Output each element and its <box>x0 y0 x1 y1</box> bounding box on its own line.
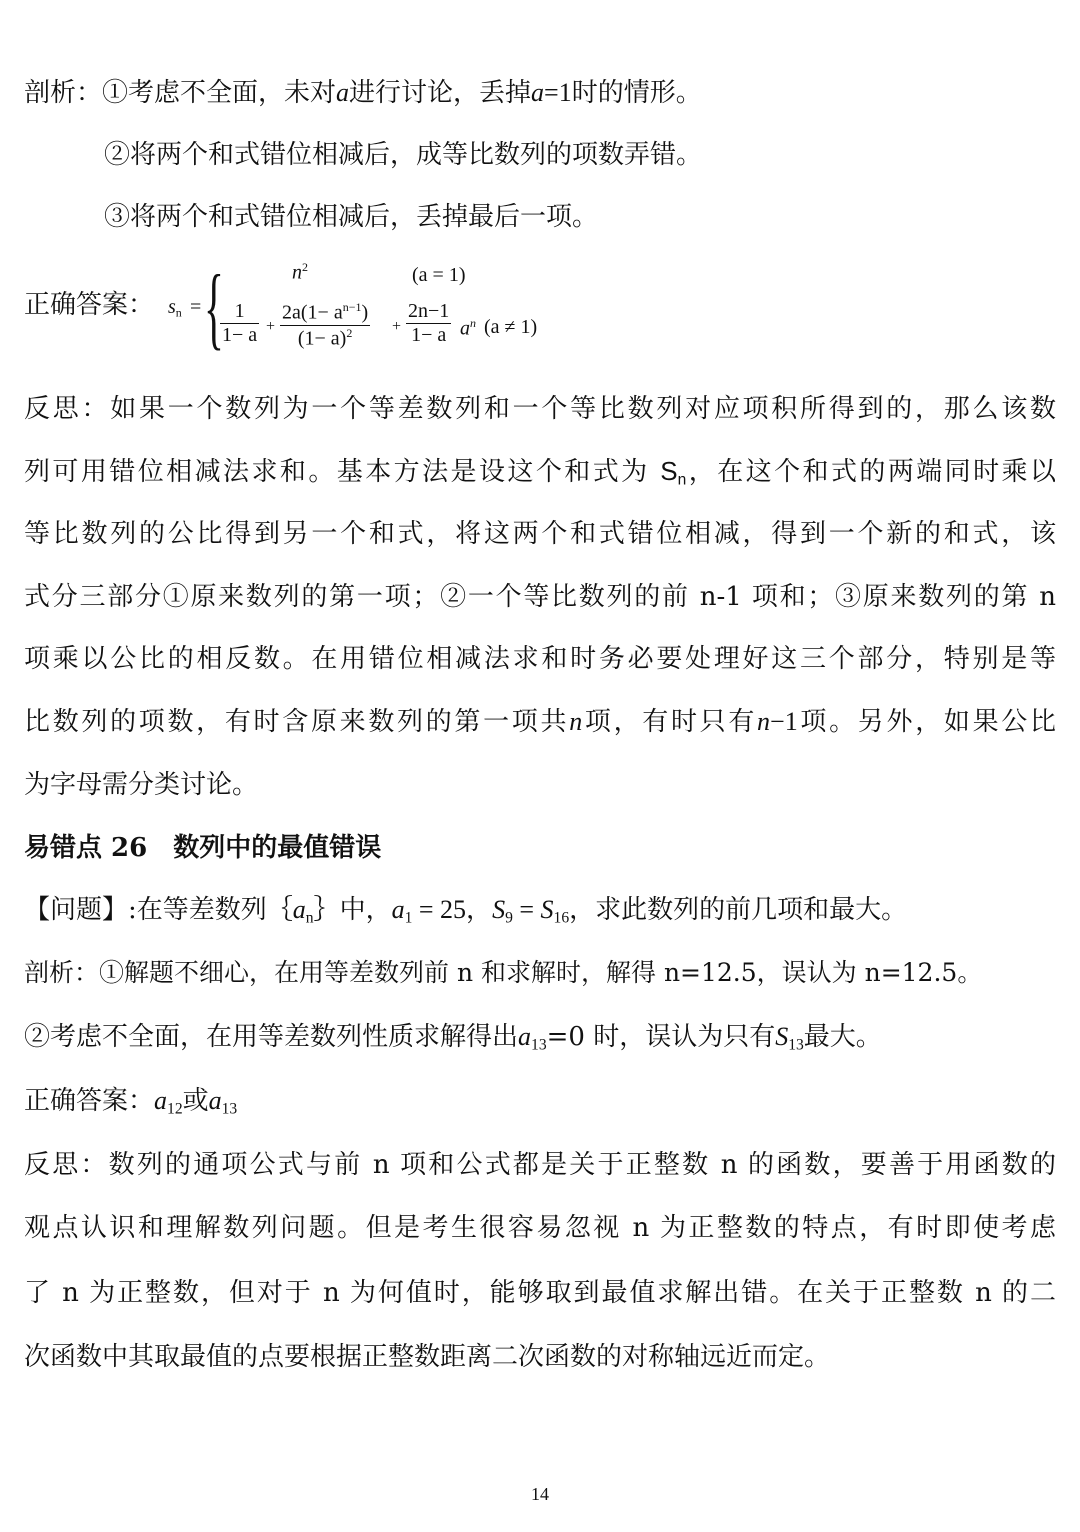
math-var: a <box>531 78 545 107</box>
math-var: a <box>336 78 350 107</box>
reflection1-line-3: 等比数列的公比得到另一个和式，将这两个和式错位相减，得到一个新的和式，该 <box>24 519 1056 549</box>
reflection1-line-4: 式分三部分①原来数列的第一项；②一个等比数列的前 n-1 项和；③原来数列的第 n <box>24 582 1056 612</box>
reflection1-line-7: 为字母需分类讨论。 <box>24 770 259 800</box>
answer-label: 正确答案： <box>24 290 155 320</box>
problem-line: 【问题】:在等差数列$\{a_n\}$中，$a_1 = 25$，$S_9 = S_{16}$，求此数列的前几项和最大。 <box>24 895 908 927</box>
plus-sign: + <box>392 318 402 335</box>
analysis2-line-1: 剖析：①解题不细心，在用等差数列前 n 和求解时，解得 n=12.5，误认为 n=12.5。 <box>24 958 983 987</box>
reflection2-line-4: 次函数中其取最值的点要根据正整数距离二次函数的对称轴远近而定。 <box>24 1342 831 1372</box>
reflection1-line-2: 列可用错位相减法求和。基本方法是设这个和式为 $S_n$，在这个和式的两端同时乘以 <box>24 456 1056 489</box>
fraction-2: $\frac{2a(1- a^{n-1})}{(1- a)^2}$ <box>282 300 369 350</box>
left-brace: { <box>204 256 224 358</box>
fraction-1: $\frac{1}{1- a}$ <box>222 300 258 346</box>
case1-condition: (a = 1) <box>412 264 466 286</box>
section-heading: 易错点 26 数列中的最值错误 <box>24 833 382 863</box>
analysis-line-3: ③将两个和式错位相减后，丢掉最后一项。 <box>104 202 599 232</box>
reflection1-line-6: 比数列的项数，有时含原来数列的第一项共n项，有时只有n−1项。另外，如果公比 <box>24 707 1056 737</box>
analysis-line-1 <box>24 72 1056 114</box>
analysis-text: 时的情形。 <box>571 78 702 108</box>
case2-condition: (a ≠ 1) <box>484 316 538 338</box>
reflection2-line-3: 了 n 为正整数，但对于 n 为何值时，能够取到最值求解出错。在关于正整数 n 的二 <box>24 1278 1056 1308</box>
answer2-line: 正确答案：$a_{12}$或$a_{13}$ <box>24 1086 238 1118</box>
analysis2-line-2: ②考虑不全面，在用等差数列性质求解得出$a_{13}=0$ 时，误认为只有$S_{13}$最大。 <box>24 1022 882 1054</box>
math-eq: =1 <box>544 78 572 107</box>
reflection2-line-1: 反思：数列的通项公式与前 n 项和公式都是关于正整数 n 的函数，要善于用函数的 <box>24 1150 1056 1180</box>
formula-equals: = <box>190 296 202 318</box>
plus-sign: + <box>266 318 276 335</box>
formula-s: $s_n$ <box>168 296 182 320</box>
analysis-label: 剖析： <box>24 78 103 108</box>
analysis-line-2: ②将两个和式错位相减后，成等比数列的项数弄错。 <box>104 140 703 170</box>
reflection2-line-2: 观点认识和理解数列问题。但是考生很容易忽视 n 为正整数的特点，有时即使考虑 <box>24 1213 1056 1243</box>
fraction-3: $\frac{2n-1}{1- a}$ <box>408 300 450 346</box>
page-number: 14 <box>531 1484 549 1504</box>
reflection1-line-1: 反思：如果一个数列为一个等差数列和一个等比数列对应项积所得到的，那么该数 <box>24 394 1056 424</box>
case1-value: $n^2$ <box>292 260 308 284</box>
analysis-text: 进行讨论，丢掉 <box>349 78 532 108</box>
reflection1-line-5: 项乘以公比的相反数。在用错位相减法求和时务必要处理好这三个部分，特别是等 <box>24 644 1056 674</box>
analysis-text: ①考虑不全面，未对 <box>102 78 337 108</box>
tail-power: $a^n$ <box>460 316 476 340</box>
piecewise-formula <box>168 256 588 366</box>
